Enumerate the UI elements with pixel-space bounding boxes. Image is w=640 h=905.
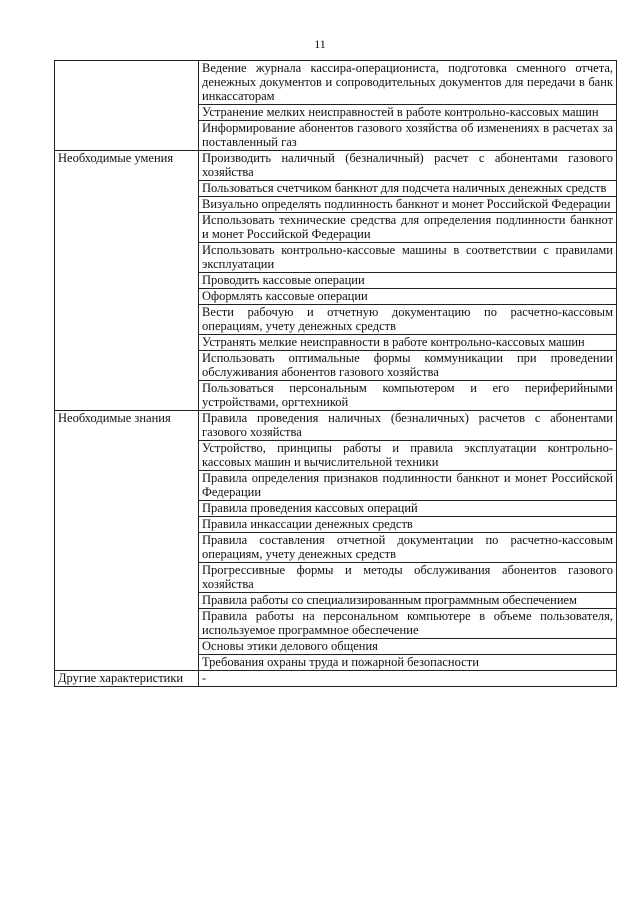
- table-cell-item: Устройство, принципы работы и правила эксплуатации контрольно-кассовых машин и вычислительной техники: [199, 441, 617, 471]
- page-number: 11: [314, 37, 326, 51]
- requirements-table: [54, 60, 617, 687]
- table-cell-item: Использовать технические средства для определения подлинности банкнот и монет Российской Федерации: [199, 213, 617, 243]
- table-cell-item: -: [199, 671, 617, 687]
- table-cell-item: Вести рабочую и отчетную документацию по расчетно-кассовым операциям, учету денежных средств: [199, 305, 617, 335]
- table-cell-item: Правила проведения кассовых операций: [199, 501, 617, 517]
- table-cell-item: Правила проведения наличных (безналичных) расчетов с абонентами газового хозяйства: [199, 411, 617, 441]
- table-cell-item: Пользоваться персональным компьютером и его периферийными устройствами, оргтехникой: [199, 381, 617, 411]
- table-cell-item: Требования охраны труда и пожарной безопасности: [199, 655, 617, 671]
- table-cell-item: Правила составления отчетной документации по расчетно-кассовым операциям, учету денежных средств: [199, 533, 617, 563]
- table-cell-item: Устранять мелкие неисправности в работе контрольно-кассовых машин: [199, 335, 617, 351]
- table-cell-item: Информирование абонентов газового хозяйства об изменениях в расчетах за поставленный газ: [199, 121, 617, 151]
- table-cell-item: Использовать контрольно-кассовые машины в соответствии с правилами эксплуатации: [199, 243, 617, 273]
- table-cell-item: Правила работы со специализированным программным обеспечением: [199, 593, 617, 609]
- row-group-label: Необходимые знания: [55, 411, 199, 671]
- table-cell-item: Прогрессивные формы и методы обслуживания абонентов газового хозяйства: [199, 563, 617, 593]
- table-cell-item: Основы этики делового общения: [199, 639, 617, 655]
- table-cell-item: Использовать оптимальные формы коммуникации при проведении обслуживания абонентов газового хозяйства: [199, 351, 617, 381]
- table-cell-item: Устранение мелких неисправностей в работе контрольно-кассовых машин: [199, 105, 617, 121]
- table-cell-item: Оформлять кассовые операции: [199, 289, 617, 305]
- table-row: [55, 61, 617, 105]
- table-cell-item: Правила работы на персональном компьютере в объеме пользователя, используемое программное обеспечение: [199, 609, 617, 639]
- table-cell-item: Правила определения признаков подлинности банкнот и монет Российской Федерации: [199, 471, 617, 501]
- table-row: [55, 671, 617, 687]
- table-body: [55, 61, 617, 687]
- table-cell-item: Проводить кассовые операции: [199, 273, 617, 289]
- table-cell-item: Правила инкассации денежных средств: [199, 517, 617, 533]
- table-cell-item: Визуально определять подлинность банкнот и монет Российской Федерации: [199, 197, 617, 213]
- row-group-label: [55, 61, 199, 151]
- table-cell-item: Производить наличный (безналичный) расчет с абонентами газового хозяйства: [199, 151, 617, 181]
- table-row: [55, 151, 617, 181]
- table-cell-item: Пользоваться счетчиком банкнот для подсчета наличных денежных средств: [199, 181, 617, 197]
- table-cell-item: Ведение журнала кассира-операциониста, подготовка сменного отчета, денежных документов и сопроводительных документов для передачи в банк инкассаторам: [199, 61, 617, 105]
- row-group-label: Другие характеристики: [55, 671, 199, 687]
- row-group-label: Необходимые умения: [55, 151, 199, 411]
- table-row: [55, 411, 617, 441]
